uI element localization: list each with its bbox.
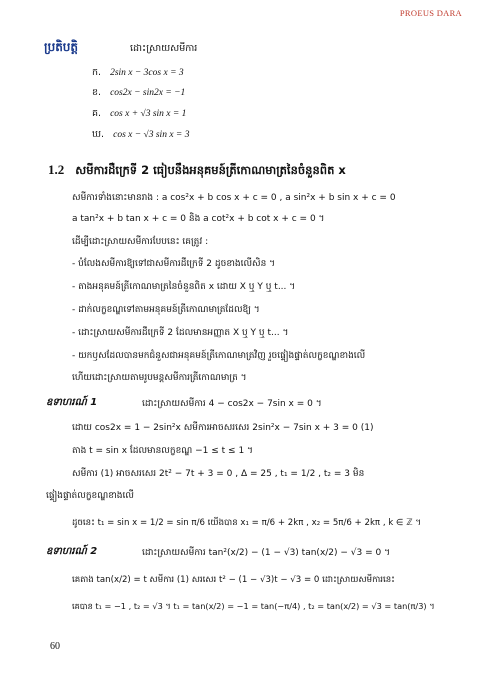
item-equation: cos x − √3 sin x = 3 <box>113 130 190 140</box>
example2-line1: គេតាង tan(x/2) = t សមីការ (1) សរសេរ t² − (1 − √3)t − √3 = 0 ដោះស្រាយសមីការនេះ <box>72 575 395 585</box>
section-heading <box>48 163 346 179</box>
example2-statement: ដោះស្រាយសមីការ tan²(x/2) − (1 − √3) tan(x/2) − √3 = 0 ។ <box>142 548 391 558</box>
header-brand: PROEUS DARA <box>399 8 462 18</box>
item-label: ក. <box>92 67 102 78</box>
section-intro: ដើម្បីដោះស្រាយសមីការបែបនេះ គេត្រូវ : <box>72 237 209 247</box>
bullet-2: - តាងអនុគមន៍ត្រីកោណមាត្រនៃចំនួនពិត x ដោយ X ឬ Y ឬ t... ។ <box>72 282 296 292</box>
bullet-4: - ដោះស្រាយសមីការដឺក្រេទី 2 ដែលមានអញ្ញាត X ឬ Y ឬ t... ។ <box>72 328 289 338</box>
exercise-item-d <box>92 128 189 142</box>
example1-line2: តាង t = sin x ដែលមានលក្ខខណ្ឌ −1 ≤ t ≤ 1 ។ <box>72 446 253 456</box>
item-label: ខ. <box>92 87 102 98</box>
item-equation: 2sin x − 3cos x = 3 <box>110 68 184 78</box>
example1-line5: ដូចនេះ t₁ = sin x = 1/2 = sin π/6 យើងបាន x₁ = π/6 + 2kπ , x₂ = 5π/6 + 2kπ , k ∈ ℤ ។ <box>72 518 422 528</box>
item-label: គ. <box>92 108 102 119</box>
example1-line3: សមីការ (1) អាចសរសេរ 2t² − 7t + 3 = 0 , Δ = 25 , t₁ = 1/2 , t₂ = 3 មិន <box>72 469 365 479</box>
section-title: សមីការដឺក្រេទី 2 ធៀបនឹងអនុគមន៍ត្រីកោណមាត្រនៃចំនួនពិត x <box>75 163 346 177</box>
section-line1: សមីការទាំងនោះមានរាង : a cos²x + b cos x + c = 0 , a sin²x + b sin x + c = 0 <box>72 193 396 203</box>
bullet-1: - បំលែងសមីការឱ្យទៅជាសមីការដឺក្រេទី 2 ដូចខាងលើសិន ។ <box>72 259 276 269</box>
section-line2: a tan²x + b tan x + c = 0 និង a cot²x + b cot x + c = 0 ។ <box>72 214 325 224</box>
section-number: 1.2 <box>48 162 65 177</box>
bullet-5: - យកឫសដែលបានមកជំនួសជាអនុគមន៍ត្រីកោណមាត្រវិញ រួចផ្ទៀងផ្ទាត់លក្ខខណ្ឌខាងលើ <box>72 351 366 361</box>
item-equation: cos x + √3 sin x = 1 <box>110 109 187 119</box>
bullet-3: - ដាក់លក្ខខណ្ឌទៅតាមអនុគមន៍ត្រីកោណមាត្រដែលឱ្យ ។ <box>72 305 260 315</box>
item-equation: cos2x − sin2x = −1 <box>110 88 186 98</box>
example1-line1: ដោយ cos2x = 1 − 2sin²x សមីការអាចសរសេរ 2sin²x − 7sin x + 3 = 0 (1) <box>72 423 374 433</box>
exercise-title: ប្រតិបត្តិ <box>44 40 79 54</box>
bullet-6: ហើយដោះស្រាយតាមរូបមន្តសមីការត្រីកោណមាត្រ ។ <box>72 373 247 383</box>
example2-line2: គេបាន t₁ = −1 , t₂ = √3 ។ t₁ = tan(x/2) = −1 = tan(−π/4) , t₂ = tan(x/2) = √3 = tan(π/3) ។ <box>72 601 435 611</box>
example1-statement: ដោះស្រាយសមីការ 4 − cos2x − 7sin x = 0 ។ <box>142 399 322 409</box>
page-number: 60 <box>50 641 60 652</box>
exercise-instruction: ដោះស្រាយសមីការ <box>130 43 198 54</box>
exercise-item-c <box>92 107 186 121</box>
example1-label: ឧទាហរណ៍ 1 <box>46 397 98 408</box>
example2-label: ឧទាហរណ៍ 2 <box>46 546 98 557</box>
exercise-item-a <box>92 66 184 80</box>
item-label: ឃ. <box>92 129 105 140</box>
exercise-item-b <box>92 86 185 100</box>
example1-line4: ផ្ទៀងផ្ទាត់លក្ខខណ្ឌខាងលើ <box>46 491 134 501</box>
